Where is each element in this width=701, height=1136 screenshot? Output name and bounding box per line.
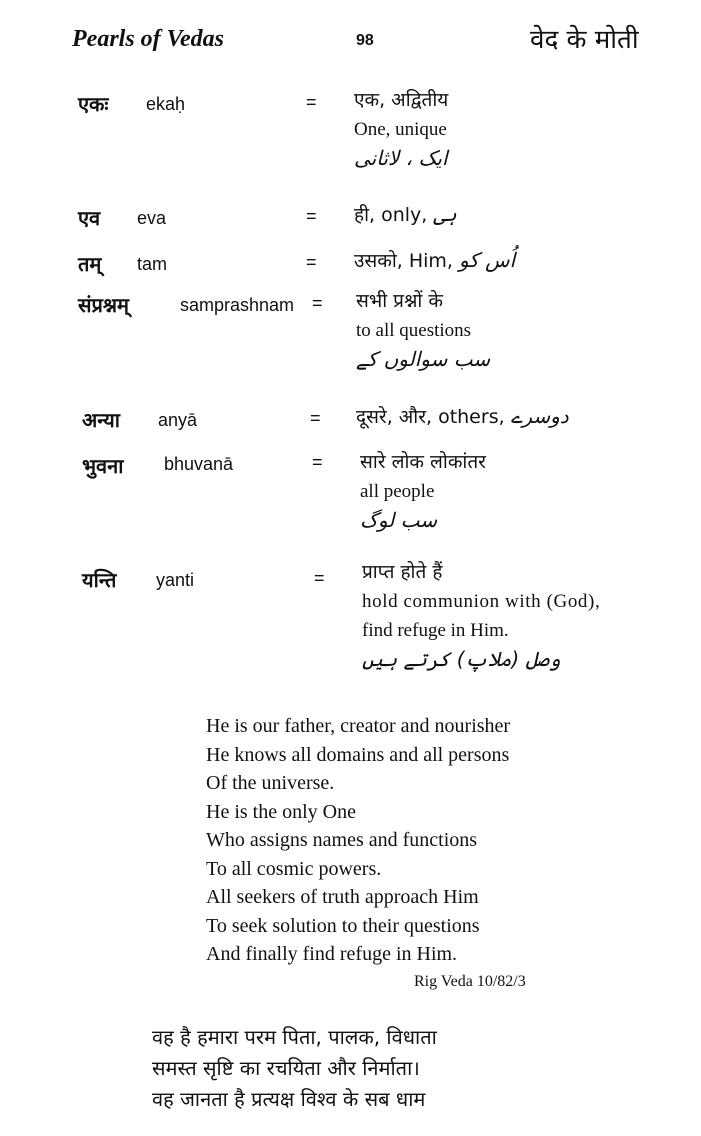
verse-english	[206, 712, 510, 969]
verse-line: All seekers of truth approach Him	[206, 886, 479, 908]
meaning-english-2: find refuge in Him.	[362, 620, 509, 641]
meaning-urdu: ایک ، لاثانی	[354, 146, 448, 170]
verse-line: To all cosmic powers.	[206, 857, 382, 880]
equals-sign: =	[312, 452, 323, 472]
verse-line: He is our father, creator and nourisher	[206, 715, 511, 737]
sanskrit-word: भुवना	[82, 454, 124, 478]
verse-hindi	[152, 1022, 437, 1115]
verse-line: He is the only One	[206, 800, 356, 823]
meaning	[360, 448, 486, 535]
verse-line: Of the universe.	[206, 772, 335, 794]
meaning-urdu: دوسرے	[510, 404, 569, 428]
meaning-english: all people	[360, 481, 435, 502]
meaning-urdu: اُس کو	[458, 248, 516, 272]
meaning-urdu: ہی	[433, 202, 457, 226]
sanskrit-word: यन्ति	[82, 568, 117, 592]
meaning-english: to all questions	[356, 320, 472, 341]
equals-sign: =	[310, 408, 321, 428]
transliteration: ekaḥ	[146, 94, 186, 114]
sanskrit-word: एव	[78, 206, 101, 230]
equals-sign: =	[314, 568, 325, 588]
page-number: 98	[356, 32, 374, 49]
verse-line: वह है हमारा परम पिता, पालक, विधाता	[152, 1025, 437, 1049]
meaning-urdu: وصل (ملاپ) کرتے ہیں	[362, 647, 561, 671]
sanskrit-word: अन्या	[82, 408, 120, 432]
transliteration: anyā	[158, 410, 198, 430]
meaning	[356, 287, 490, 374]
equals-sign: =	[306, 206, 317, 226]
meaning	[354, 86, 448, 173]
sanskrit-word: तम्	[78, 252, 102, 276]
meaning-inline: उसको, Him,	[354, 250, 453, 272]
verse-line: To seek solution to their questions	[206, 914, 480, 937]
verse-line: समस्त सृष्टि का रचयिता और निर्माता।	[152, 1056, 420, 1080]
transliteration: bhuvanā	[164, 454, 234, 474]
meaning-english: One, unique	[354, 119, 447, 140]
verse-line: Who assigns names and functions	[206, 829, 478, 851]
transliteration: tam	[137, 254, 168, 274]
meaning-hindi: प्राप्त होते हैं	[362, 561, 443, 583]
transliteration: eva	[137, 208, 167, 228]
meaning	[356, 402, 569, 432]
verse-citation: Rig Veda 10/82/3	[414, 973, 526, 990]
meaning-urdu: سب سوالوں کے	[356, 347, 491, 371]
verse-line: वह जानता है प्रत्यक्ष विश्व के सब धाम	[152, 1087, 426, 1111]
verse-line: And finally find refuge in Him.	[206, 943, 458, 965]
sanskrit-word: एकः	[78, 92, 109, 116]
transliteration: samprashnam	[180, 295, 295, 315]
transliteration: yanti	[156, 570, 195, 590]
equals-sign: =	[306, 92, 317, 112]
meaning-hindi: सभी प्रश्नों के	[356, 290, 443, 312]
meaning-hindi: एक, अद्वितीय	[354, 89, 449, 111]
equals-sign: =	[306, 252, 317, 272]
meaning-inline: दूसरे, और, others,	[356, 406, 505, 428]
meaning-inline: ही, only,	[354, 204, 428, 226]
meaning	[354, 200, 457, 230]
book-title-hindi: वेद के मोती	[530, 25, 639, 55]
meaning	[362, 558, 600, 674]
equals-sign: =	[312, 293, 323, 313]
meaning	[354, 246, 515, 276]
book-title: Pearls of Vedas	[72, 26, 224, 52]
meaning-urdu: سب لوگ	[360, 508, 438, 532]
meaning-hindi: सारे लोक लोकांतर	[360, 451, 486, 473]
sanskrit-word: संप्रश्नम्	[78, 293, 129, 317]
verse-line: He knows all domains and all persons	[206, 743, 510, 766]
meaning-english: hold communion with (God),	[362, 591, 601, 612]
